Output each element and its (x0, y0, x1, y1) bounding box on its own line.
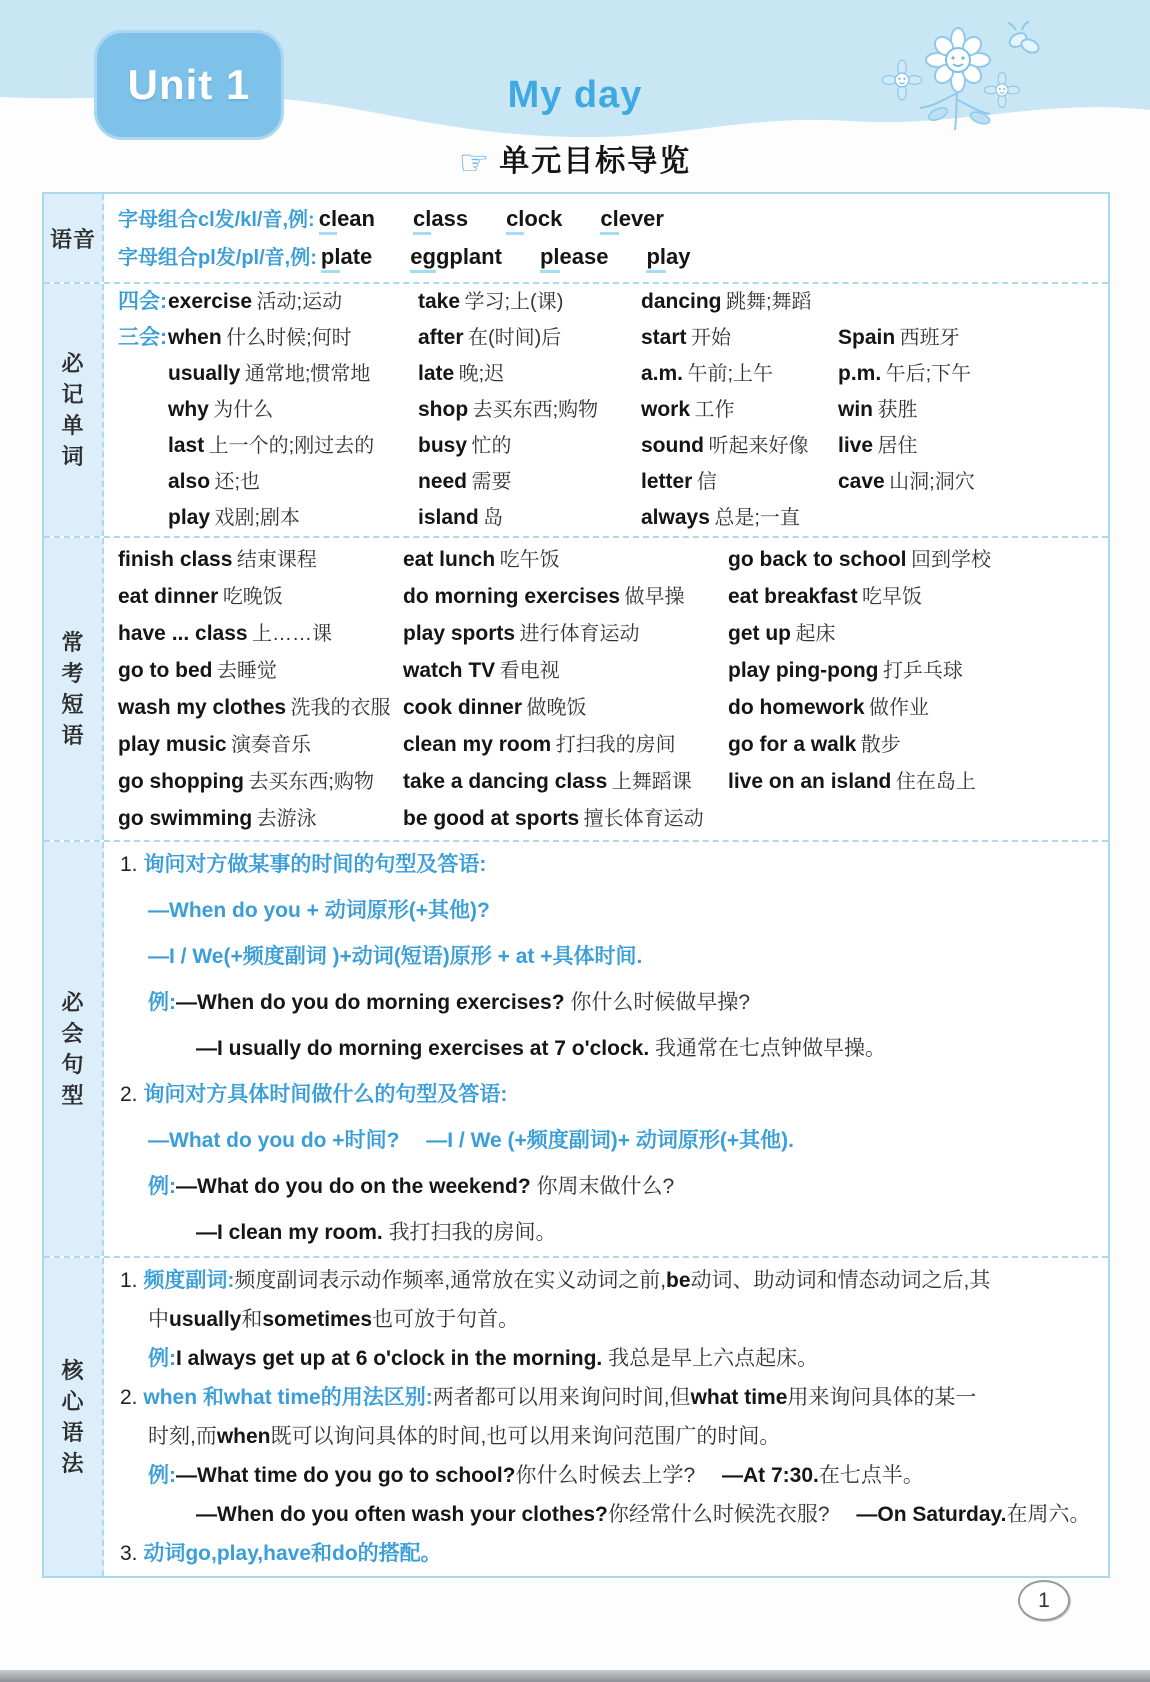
en-term: last (168, 434, 205, 457)
table-line (118, 284, 1108, 320)
sentence-segment: 询问对方具体时间做什么的句型及答语: (143, 1083, 508, 1106)
en-term: do morning exercises (403, 585, 621, 608)
en-term: play music (118, 733, 227, 756)
table-row-phonics (44, 194, 1108, 284)
sentence-segment: 你周末做什么? (536, 1175, 675, 1198)
en-term: eat lunch (403, 548, 496, 571)
table-line (118, 464, 1108, 500)
zh-meaning: 去买东西;购物 (472, 399, 599, 421)
zh-meaning: 回到学校 (910, 549, 991, 571)
phrase-item (403, 578, 728, 617)
phrase-item (728, 578, 1108, 617)
zh-meaning: 跳舞;舞蹈 (725, 291, 812, 313)
pointing-hand-icon: ☞ (458, 144, 490, 182)
phrase-item (403, 541, 728, 580)
table-line (118, 541, 1108, 578)
en-term: p.m. (838, 362, 882, 385)
table-line (118, 578, 1108, 615)
en-term: cave (838, 470, 885, 493)
phrase-item (118, 726, 403, 765)
en-term: need (418, 470, 468, 493)
phrase-item (403, 689, 728, 728)
vocab-item (641, 320, 838, 358)
zh-meaning: 打乒乓球 (882, 660, 963, 682)
vocab-item (641, 464, 838, 502)
en-term: after (418, 326, 464, 349)
sentence-segment: 频度副词表示动作频率,通常放在实义动词之前, (234, 1269, 667, 1292)
row-content (104, 1258, 1108, 1576)
sentence-segment: —On Saturday. (856, 1503, 1007, 1526)
underlined-letters: pl (321, 244, 341, 273)
word-level-tag (118, 500, 168, 536)
en-term: go to bed (118, 659, 213, 682)
phonics-word: class (413, 200, 468, 238)
vocab-item (641, 500, 838, 536)
sentence-line (118, 842, 1108, 888)
zh-meaning: 洗我的衣服 (290, 697, 391, 719)
en-term: exercise (168, 290, 253, 313)
sentence-segment: 中 (148, 1308, 169, 1331)
word-level-tag (118, 428, 168, 466)
vocab-item (418, 500, 641, 536)
zh-meaning: 吃午饭 (499, 549, 560, 571)
underlined-letters: pl (646, 244, 666, 273)
sentence-segment: 3. (120, 1542, 144, 1565)
sentence-segment: 和 (241, 1308, 263, 1331)
sentence-line (118, 1210, 1108, 1256)
zh-meaning: 山洞;洞穴 (889, 471, 975, 493)
phonics-word: clever (600, 200, 664, 238)
zh-meaning: 西班牙 (899, 327, 960, 349)
zh-meaning: 午后;下午 (885, 363, 972, 385)
en-term: get up (728, 622, 791, 645)
sentence-segment: 例: (148, 991, 176, 1014)
sentence-segment: 例: (148, 1175, 176, 1198)
en-term: busy (418, 434, 468, 457)
en-term: play sports (403, 622, 516, 645)
row-label-char: 法 (61, 1450, 85, 1476)
en-term: eat dinner (118, 585, 219, 608)
zh-meaning: 在(时间)后 (467, 327, 562, 349)
zh-meaning: 去买东西;购物 (248, 771, 374, 793)
sentence-segment: —When do you + 动词原形(+其他)? (148, 899, 490, 922)
sentence-segment: 我总是早上六点起床。 (608, 1347, 819, 1370)
vocab-item (838, 392, 1108, 430)
phonics-line (118, 200, 1108, 238)
row-label-char: 必 (61, 350, 85, 376)
zh-meaning: 听起来好像 (708, 435, 809, 457)
sentence-segment: 例: (148, 1347, 176, 1370)
sentence-line (118, 1300, 1108, 1339)
phonics-word: please (540, 238, 609, 276)
row-content (104, 842, 1108, 1256)
en-term: go back to school (728, 548, 907, 571)
table-line (118, 689, 1108, 726)
zh-meaning: 吃早饭 (862, 586, 923, 608)
sentence-segment: 你经常什么时候洗衣服? (607, 1503, 857, 1526)
row-label-char: 语 (61, 1419, 85, 1445)
sentence-segment: what time (690, 1386, 788, 1409)
vocab-item (641, 428, 838, 466)
en-term: sound (641, 434, 704, 457)
row-label (44, 842, 104, 1256)
sentence-line (118, 1072, 1108, 1118)
en-term: have ... class (118, 622, 248, 645)
table-line (118, 356, 1108, 392)
underlined-letters: cl (506, 206, 524, 235)
en-term: why (168, 398, 209, 421)
word-level-tag (118, 392, 168, 430)
phrase-item (118, 652, 403, 691)
zh-meaning: 什么时候;何时 (226, 327, 352, 349)
sentence-line (118, 1261, 1108, 1300)
phonics-line (118, 238, 1108, 276)
en-term: when (168, 326, 222, 349)
sentence-segment: —I / We(+频度副词 )+动词(短语)原形 + at +具体时间. (148, 945, 643, 968)
row-label-char: 单 (61, 412, 85, 438)
en-term: go for a walk (728, 733, 857, 756)
table-line (118, 392, 1108, 428)
phrase-item (728, 652, 1108, 691)
underlined-letters: eg (410, 244, 436, 273)
phrase-item (118, 578, 403, 617)
en-term: letter (641, 470, 693, 493)
sentence-segment: 2. (120, 1386, 144, 1409)
en-term: usually (168, 362, 241, 385)
vocab-item (418, 392, 641, 430)
sentence-segment: 你什么时候做早操? (570, 991, 751, 1014)
zh-meaning: 起床 (795, 623, 836, 645)
en-term: work (641, 398, 691, 421)
row-label (44, 284, 104, 536)
en-term: take a dancing class (403, 770, 608, 793)
zh-meaning: 住在岛上 (895, 771, 976, 793)
row-label (44, 538, 104, 840)
sentence-line (118, 1378, 1108, 1417)
page-number-badge (1018, 1580, 1070, 1621)
en-term: take (418, 290, 461, 313)
zh-meaning: 擅长体育运动 (583, 808, 704, 830)
sentence-segment: be (666, 1269, 691, 1292)
sentence-line (118, 934, 1108, 980)
vocab-item (418, 284, 641, 322)
en-term: live on an island (728, 770, 892, 793)
vocab-item (838, 284, 1108, 322)
phonics-word: eggplant (410, 238, 502, 276)
row-label (44, 1258, 104, 1576)
objectives-table (42, 192, 1110, 1578)
phrase-item (728, 726, 1108, 765)
sentence-segment: —When do you do morning exercises? (176, 991, 571, 1014)
zh-meaning: 为什么 (213, 399, 274, 421)
sentence-line (118, 1118, 1108, 1164)
sentence-segment: 我打扫我的房间。 (388, 1221, 557, 1244)
sentence-line (118, 1495, 1108, 1534)
phrase-item (118, 615, 403, 654)
zh-meaning: 信 (696, 471, 717, 493)
zh-meaning: 散步 (860, 734, 901, 756)
sentence-segment: —What do you do +时间? —I / We (+频度副词)+ 动词原形(+其他). (148, 1129, 794, 1152)
scan-edge (0, 1670, 1150, 1682)
en-term: start (641, 326, 687, 349)
phonics-word: clean (319, 200, 375, 238)
table-row-grammar (44, 1258, 1108, 1576)
sentence-segment: 频度副词: (143, 1269, 235, 1292)
sentence-segment: 询问对方做某事的时间的句型及答语: (143, 853, 487, 876)
table-line (118, 615, 1108, 652)
zh-meaning: 做晚饭 (526, 697, 587, 719)
vocab-item (838, 428, 1108, 466)
sentence-line (118, 1164, 1108, 1210)
en-term: also (168, 470, 211, 493)
table-line (118, 726, 1108, 763)
sentence-line (118, 1026, 1108, 1072)
en-term: a.m. (641, 362, 684, 385)
zh-meaning: 结束课程 (236, 549, 317, 571)
sentence-segment: usually (169, 1308, 242, 1331)
table-line (118, 800, 1108, 837)
phrase-item (728, 800, 1108, 839)
zh-meaning: 活动;运动 (256, 291, 343, 313)
vocab-item (168, 464, 418, 502)
zh-meaning: 上舞蹈课 (611, 771, 692, 793)
zh-meaning: 午前;上午 (687, 363, 774, 385)
sentence-line (118, 980, 1108, 1026)
zh-meaning: 忙的 (471, 435, 512, 457)
en-term: do homework (728, 696, 865, 719)
zh-meaning: 吃晚饭 (222, 586, 283, 608)
sentence-segment: 我通常在七点钟做早操。 (655, 1037, 886, 1060)
sentence-segment: —I clean my room. (196, 1221, 389, 1244)
row-content (104, 538, 1108, 840)
phrase-item (118, 800, 403, 839)
sentence-segment: 在周六。 (1006, 1503, 1091, 1526)
row-label-char: 考 (61, 660, 85, 686)
sentence-segment: 1. (120, 853, 144, 876)
phrase-item (118, 763, 403, 802)
phrase-item (118, 689, 403, 728)
table-row-patterns (44, 842, 1108, 1258)
row-label: 语音 (44, 194, 104, 282)
sentence-segment: —What time do you go to school? (176, 1464, 516, 1487)
zh-meaning: 还;也 (214, 471, 261, 493)
zh-meaning: 晚;迟 (458, 363, 505, 385)
zh-meaning: 看电视 (499, 660, 560, 682)
sentence-segment: —When do you often wash your clothes? (196, 1503, 608, 1526)
vocab-item (418, 320, 641, 358)
vocab-item (838, 464, 1108, 502)
row-label-char: 核 (61, 1357, 85, 1383)
sentence-segment: when 和what time的用法区别: (143, 1386, 433, 1409)
zh-meaning: 上一个的;刚过去的 (208, 435, 375, 457)
row-label-char: 常 (61, 629, 85, 655)
word-level-tag: 三会: (118, 326, 167, 349)
sentence-line (118, 1456, 1108, 1495)
sentence-segment: 动词、助动词和情态动词之后,其 (690, 1269, 991, 1292)
vocab-item (168, 500, 418, 536)
zh-meaning: 学习;上(课) (464, 291, 564, 313)
vocab-item (168, 320, 418, 358)
zh-meaning: 去游泳 (256, 808, 317, 830)
underlined-letters: cl (600, 206, 618, 235)
phrase-item (403, 615, 728, 654)
en-term: Spain (838, 326, 896, 349)
section-heading (0, 136, 1150, 183)
phonics-rule-text: 字母组合cl发/kl/音,例: (118, 209, 315, 231)
sentence-segment: —At 7:30. (722, 1464, 819, 1487)
vocab-item (641, 284, 838, 322)
vocab-item (838, 320, 1108, 358)
zh-meaning: 工作 (694, 399, 735, 421)
vocab-item (168, 392, 418, 430)
phonics-word: clock (506, 200, 562, 238)
page-number: 1 (1038, 1588, 1050, 1612)
en-term: clean my room (403, 733, 552, 756)
sentence-segment: —I usually do morning exercises at 7 o'clock. (196, 1037, 655, 1060)
row-label-char: 心 (61, 1388, 85, 1414)
sentence-segment: I always get up at 6 o'clock in the morning. (176, 1347, 609, 1370)
section-heading-text: 单元目标导览 (499, 145, 692, 178)
row-content (104, 194, 1108, 282)
vocab-item (641, 356, 838, 394)
sentence-segment: 2. (120, 1083, 144, 1106)
sentence-segment: 动词go,play,have和do的搭配。 (143, 1542, 442, 1565)
en-term: play (168, 506, 211, 529)
zh-meaning: 戏剧;剧本 (214, 507, 301, 529)
sentence-segment: 两者都可以用来询问时间,但 (432, 1386, 691, 1409)
zh-meaning: 通常地;惯常地 (244, 363, 371, 385)
unit-title: My day (507, 74, 643, 116)
row-label-char: 短 (61, 691, 85, 717)
zh-meaning: 做早操 (624, 586, 685, 608)
zh-meaning: 需要 (471, 471, 512, 493)
vocab-item (838, 500, 1108, 536)
sentence-segment: 用来询问具体的某一 (787, 1386, 977, 1409)
zh-meaning: 打扫我的房间 (555, 734, 676, 756)
sentence-segment: 既可以询问具体的时间,也可以用来询问范围广的时间。 (270, 1425, 781, 1448)
row-label-char: 词 (61, 443, 85, 469)
unit-label: Unit 1 (127, 61, 251, 108)
vocab-item (418, 464, 641, 502)
sentence-segment: 时刻,而 (148, 1425, 217, 1448)
underlined-letters: cl (413, 206, 431, 235)
table-row-words (44, 284, 1108, 538)
row-label-char: 型 (61, 1082, 85, 1108)
underlined-letters: pl (540, 244, 560, 273)
phonics-word: plate (321, 238, 372, 276)
en-term: watch TV (403, 659, 496, 682)
phonics-word: play (646, 238, 690, 276)
en-term: cook dinner (403, 696, 523, 719)
row-label-char: 句 (61, 1051, 85, 1077)
row-label-char: 语 (61, 722, 85, 748)
table-line (118, 500, 1108, 536)
zh-meaning: 岛 (483, 507, 504, 529)
en-term: wash my clothes (118, 696, 287, 719)
word-level-tag: 四会: (118, 290, 167, 313)
sentence-line (118, 1339, 1108, 1378)
phrase-item (403, 726, 728, 765)
zh-meaning: 去睡觉 (216, 660, 277, 682)
en-term: shop (418, 398, 469, 421)
table-line (118, 652, 1108, 689)
zh-meaning: 获胜 (877, 399, 918, 421)
zh-meaning: 总是;一直 (714, 507, 800, 529)
sentence-segment: 在七点半。 (818, 1464, 924, 1487)
sentence-segment: sometimes (262, 1308, 373, 1331)
table-line (118, 428, 1108, 464)
phrase-item (728, 689, 1108, 728)
vocab-item (418, 356, 641, 394)
sentence-line (118, 888, 1108, 934)
en-term: go shopping (118, 770, 244, 793)
zh-meaning: 演奏音乐 (231, 734, 312, 756)
phrase-item (403, 652, 728, 691)
en-term: late (418, 362, 455, 385)
zh-meaning: 上……课 (252, 623, 333, 645)
row-content (104, 284, 1108, 536)
phrase-item (728, 541, 1108, 580)
sentence-segment: when (216, 1425, 271, 1448)
en-term: finish class (118, 548, 233, 571)
sentence-segment: 1. (120, 1269, 144, 1292)
en-term: play ping-pong (728, 659, 879, 682)
sentence-segment: 例: (148, 1464, 176, 1487)
phrase-item (118, 541, 403, 580)
phrase-item (403, 763, 728, 802)
en-term: be good at sports (403, 807, 580, 830)
phrase-item (728, 615, 1108, 654)
row-label-char: 会 (61, 1020, 85, 1046)
zh-meaning: 做作业 (868, 697, 929, 719)
phrase-item (728, 763, 1108, 802)
row-label-char: 记 (61, 381, 85, 407)
phonics-rule-text: 字母组合pl发/pl/音,例: (118, 247, 317, 269)
en-term: island (418, 506, 479, 529)
vocab-item (838, 356, 1108, 394)
vocab-item (418, 428, 641, 466)
en-term: dancing (641, 290, 722, 313)
en-term: live (838, 434, 874, 457)
vocab-item (168, 428, 418, 466)
row-label-char: 必 (61, 989, 85, 1015)
table-line (118, 320, 1108, 356)
vocab-item (641, 392, 838, 430)
en-term: win (838, 398, 873, 421)
sentence-line (118, 1417, 1108, 1456)
en-term: always (641, 506, 710, 529)
en-term: go swimming (118, 807, 253, 830)
sentence-line (118, 1534, 1108, 1573)
zh-meaning: 进行体育运动 (519, 623, 640, 645)
sentence-segment: 也可放于句首。 (372, 1308, 520, 1331)
word-level-tag (118, 464, 168, 502)
phrase-item (403, 800, 728, 839)
sentence-segment: 你什么时候去上学? (515, 1464, 722, 1487)
underlined-letters: cl (319, 206, 337, 235)
zh-meaning: 居住 (877, 435, 918, 457)
word-level-tag (118, 356, 168, 394)
zh-meaning: 开始 (690, 327, 731, 349)
en-term: eat breakfast (728, 585, 858, 608)
sentence-segment: —What do you do on the weekend? (176, 1175, 537, 1198)
vocab-item (168, 356, 418, 394)
vocab-item (168, 284, 418, 322)
table-line (118, 763, 1108, 800)
table-row-phrases (44, 538, 1108, 842)
